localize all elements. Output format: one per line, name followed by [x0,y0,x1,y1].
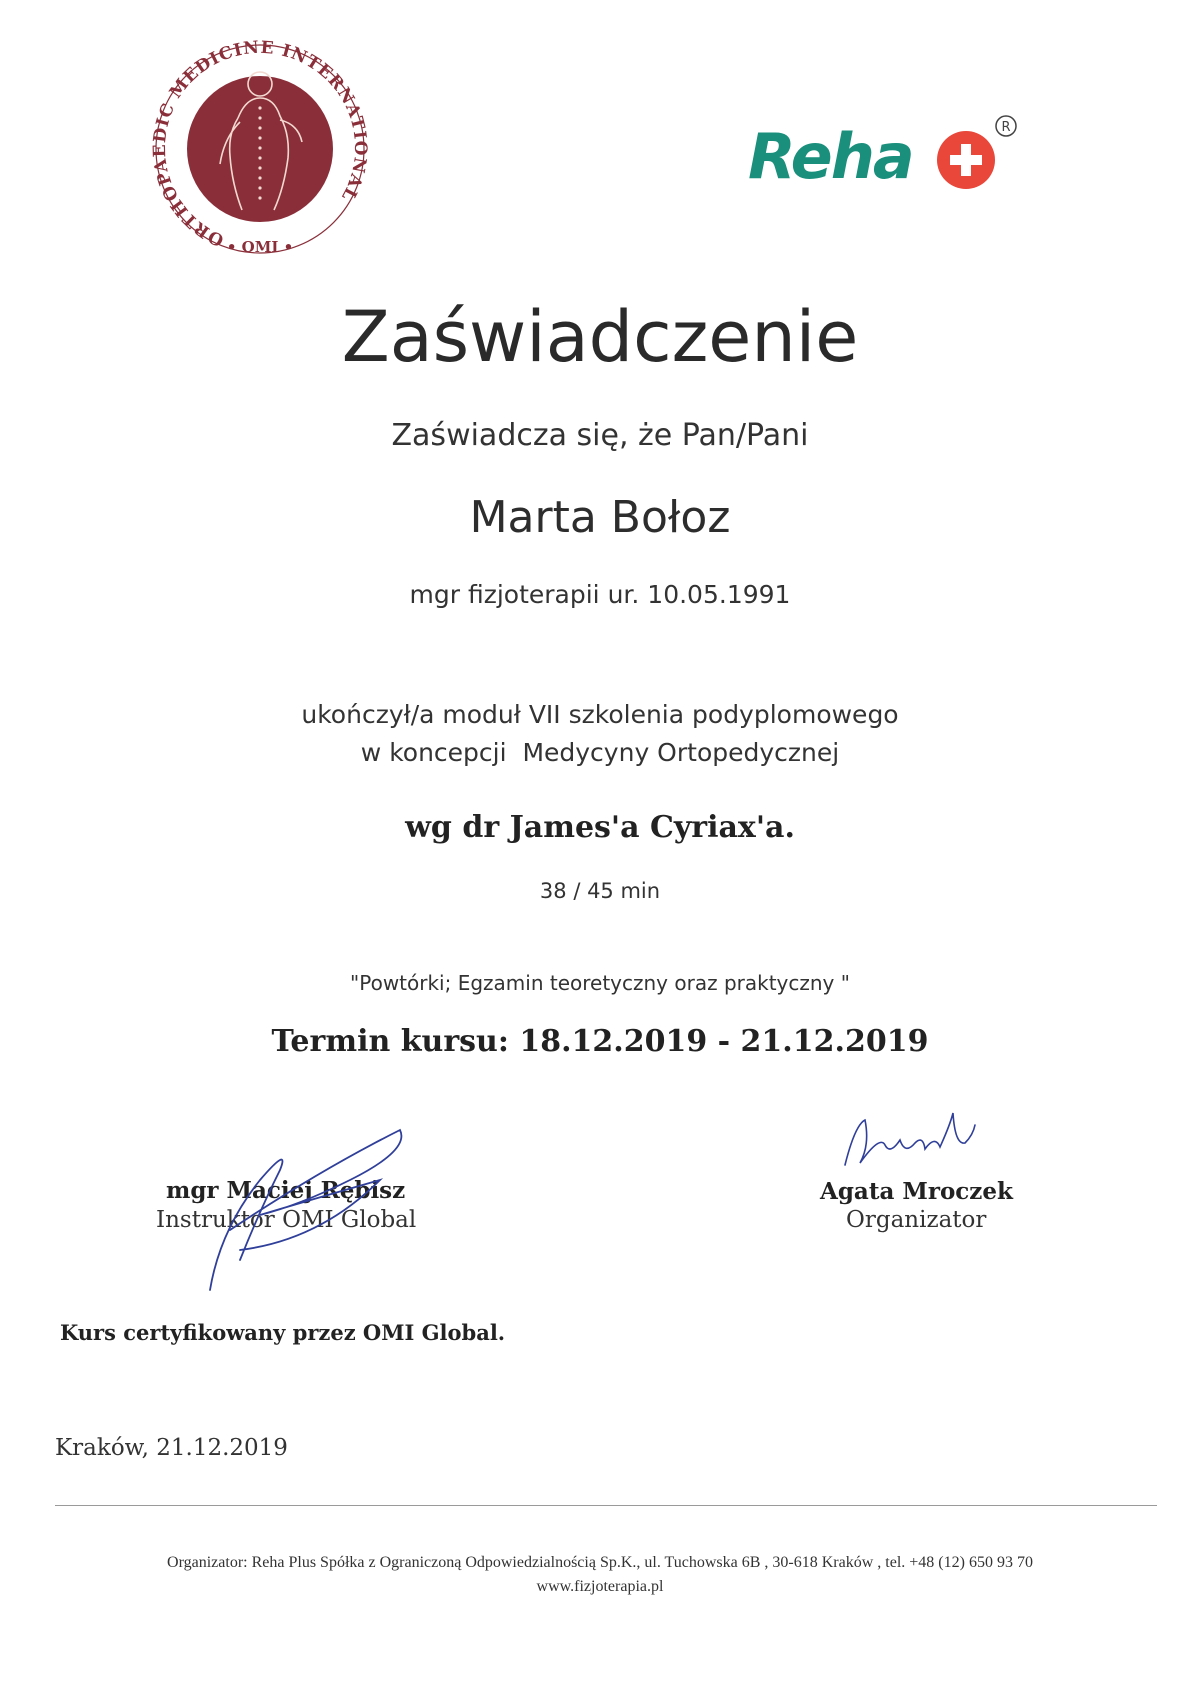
reha-plus-logo [748,112,1048,202]
omi-logo [150,38,370,260]
course-topic: "Powtórki; Egzamin teoretyczny oraz praktyczny " [350,971,850,995]
svg-text:• OMI •: • OMI • [226,238,294,256]
instructor-signature [200,1110,420,1300]
method-line: wg dr James'a Cyriax'a. [405,810,795,845]
organizer-name: Agata Mroczek [820,1178,1013,1205]
footer-website: www.fizjoterapia.pl [536,1578,664,1595]
footer-divider [55,1505,1157,1506]
footer-organizer-info: Organizator: Reha Plus Spółka z Ograniczoną Odpowiedzialnością Sp.K., ul. Tuchowska 6B , 30-618 Kraków , tel. +48 (12) 650 93 70 [167,1554,1033,1571]
instructor-name: mgr Maciej Rębisz [166,1177,406,1204]
organizer-role: Organizator [846,1207,987,1233]
certification-note: Kurs certyfikowany przez OMI Global. [60,1320,506,1345]
certificate-title: Zaświadczenie [341,296,859,378]
completion-line-2: w koncepcji Medycyny Ortopedycznej [360,738,840,767]
organizer-signature [835,1105,985,1175]
svg-text:ORTHOPAEDIC MEDICINE INTERNATI: ORTHOPAEDIC MEDICINE INTERNATIONAL [150,38,370,251]
duration: 38 / 45 min [539,879,661,903]
degree-birth-date: mgr fizjoterapii ur. 10.05.1991 [409,580,791,609]
course-term: Termin kursu: 18.12.2019 - 21.12.2019 [271,1024,929,1059]
place-date: Kraków, 21.12.2019 [55,1435,288,1461]
certificate-intro: Zaświadcza się, że Pan/Pani [391,418,809,453]
instructor-role: Instruktor OMI Global [156,1207,417,1233]
svg-text:Reha: Reha [748,120,913,193]
participant-name: Marta Bołoz [469,492,731,543]
svg-text:R: R [1001,120,1011,135]
completion-line-1: ukończył/a moduł VII szkolenia podyplomowego [301,700,899,729]
